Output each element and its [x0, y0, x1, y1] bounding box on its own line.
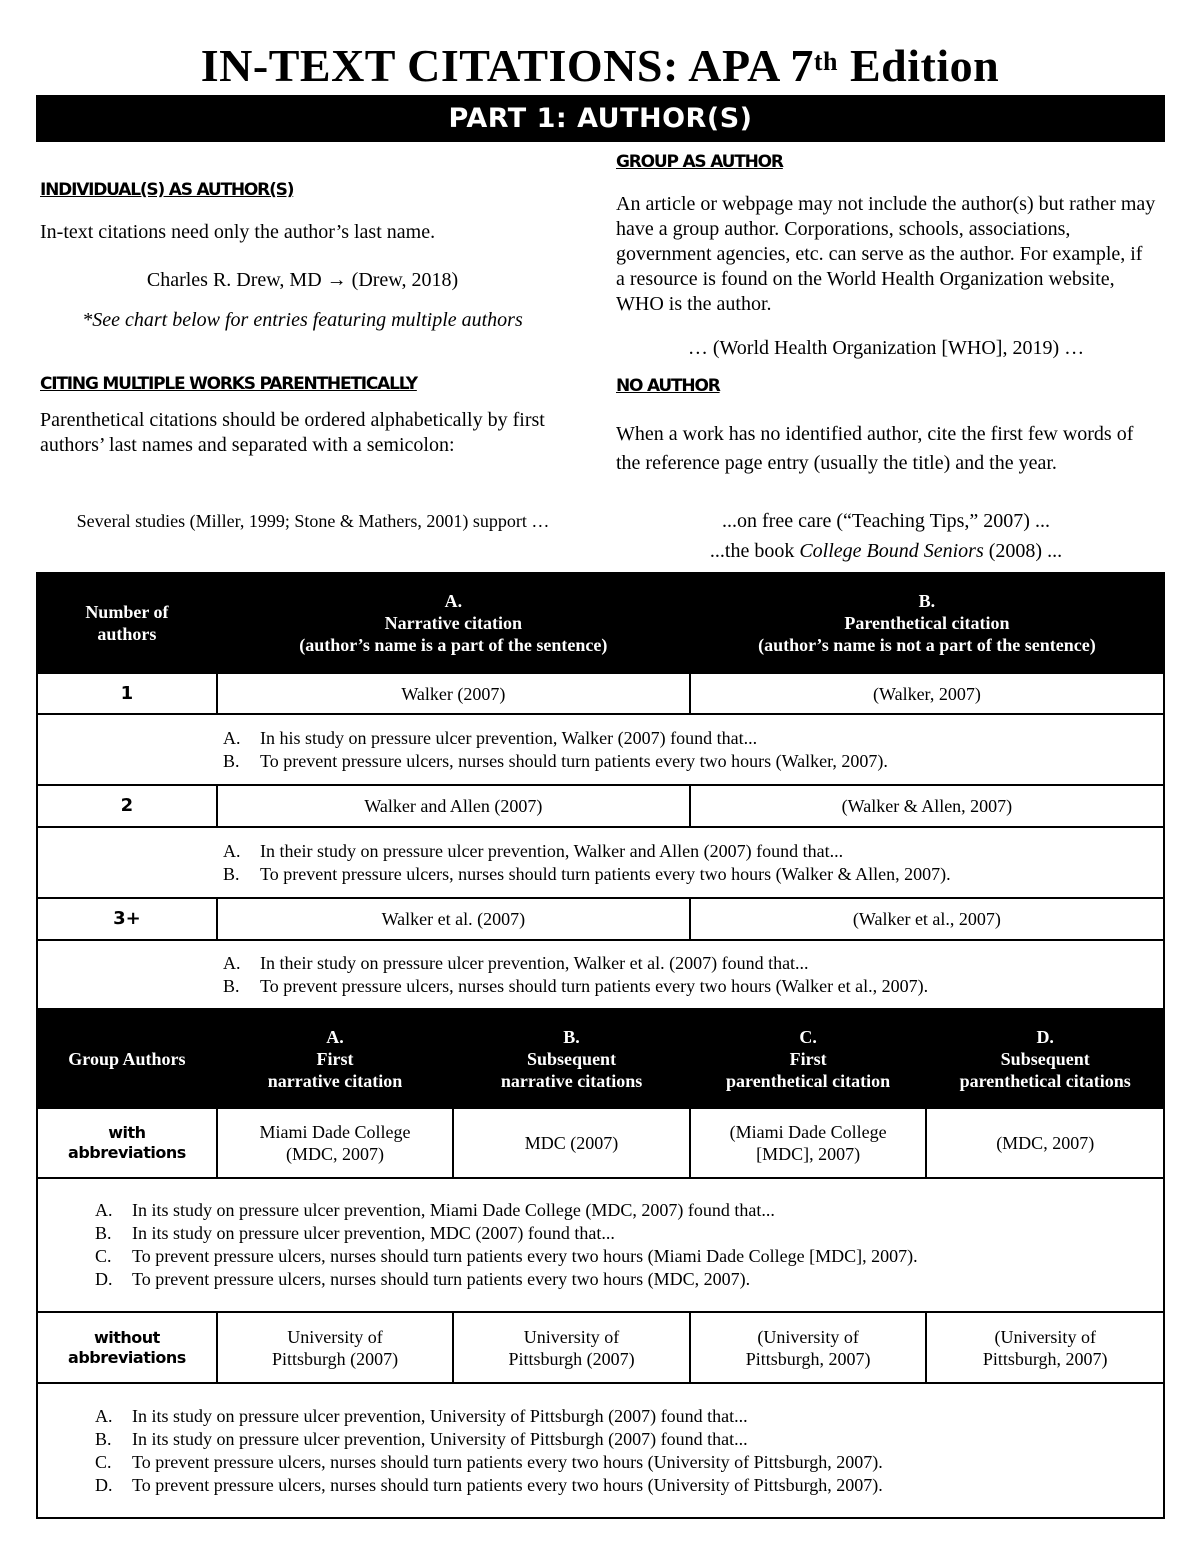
multiple-works-text: Parenthetical citations should be ordered alphabetically by first authors’ last names and separated with a semicolon:	[40, 409, 545, 456]
part1-banner: PART 1: AUTHOR(S)	[36, 95, 1165, 142]
table-row	[37, 898, 1164, 940]
without-abbreviations-label: without abbreviations	[37, 1312, 217, 1383]
subsequent-narrative-cell: MDC (2007)	[453, 1108, 690, 1178]
subsequent-parenthetical-cell: (MDC, 2007)	[926, 1108, 1164, 1178]
example-cell	[37, 1178, 1164, 1312]
group-authors-table	[36, 1008, 1165, 1519]
example-row	[37, 1178, 1164, 1312]
list-item: B. To prevent pressure ulcers, nurses should turn patients every two hours (Walker, 2007).	[223, 750, 888, 771]
example-cell	[37, 1383, 1164, 1518]
narrative-cell: Walker et al. (2007)	[217, 898, 690, 940]
example-cell	[37, 940, 1164, 1010]
author-count-table	[36, 572, 1165, 1011]
list-item: A. In its study on pressure ulcer prevention, Miami Dade College (MDC, 2007) found that...	[95, 1200, 775, 1220]
list-item: D. To prevent pressure ulcers, nurses should turn patients every two hours (MDC, 2007).	[95, 1269, 751, 1289]
no-author-heading: NO AUTHOR	[616, 376, 720, 396]
example-row	[37, 1383, 1164, 1518]
individual-authors-text: In-text citations need only the author’s last name.	[40, 221, 436, 243]
list-item: B. In its study on pressure ulcer prevention, MDC (2007) found that...	[95, 1223, 615, 1243]
header-number-of-authors: Number of authors	[37, 573, 217, 673]
narrative-cell: Walker and Allen (2007)	[217, 785, 690, 827]
list-item: C. To prevent pressure ulcers, nurses should turn patients every two hours (University of Pittsburgh, 2007).	[95, 1451, 883, 1472]
parenthetical-cell: (Walker & Allen, 2007)	[690, 785, 1164, 827]
first-parenthetical-cell: (Miami Dade College [MDC], 2007)	[690, 1108, 927, 1178]
list-item: A. In their study on pressure ulcer prevention, Walker and Allen (2007) found that...	[223, 840, 844, 861]
with-abbreviations-label: with abbreviations	[37, 1108, 217, 1178]
individual-authors-note: *See chart below for entries featuring multiple authors	[82, 309, 523, 331]
subsequent-parenthetical-cell: (University of Pittsburgh, 2007)	[926, 1312, 1164, 1383]
table-row	[37, 785, 1164, 827]
list-item: A. In his study on pressure ulcer prevention, Walker (2007) found that...	[223, 727, 758, 748]
list-item: A. In their study on pressure ulcer prevention, Walker et al. (2007) found that...	[223, 953, 809, 973]
header-first-parenthetical: C. First parenthetical citation	[690, 1009, 927, 1108]
table-row	[37, 673, 1164, 714]
list-item: A. In its study on pressure ulcer prevention, University of Pittsburgh (2007) found that...	[95, 1405, 748, 1426]
example-cell	[37, 714, 1164, 785]
author-count-cell: 3+	[37, 898, 217, 940]
first-parenthetical-cell: (University of Pittsburgh, 2007)	[690, 1312, 927, 1383]
table-row	[37, 1312, 1164, 1383]
example-row	[37, 940, 1164, 1010]
narrative-cell: Walker (2007)	[217, 673, 690, 714]
example-row	[37, 827, 1164, 898]
author-count-cell: 2	[37, 785, 217, 827]
header-subsequent-parenthetical: D. Subsequent parenthetical citations	[926, 1009, 1164, 1108]
first-narrative-cell: University of Pittsburgh (2007)	[217, 1312, 453, 1383]
individual-authors-heading: INDIVIDUAL(S) AS AUTHOR(S)	[40, 180, 294, 200]
first-narrative-cell: Miami Dade College (MDC, 2007)	[217, 1108, 453, 1178]
group-author-heading: GROUP AS AUTHOR	[616, 152, 783, 172]
no-author-example-2: ...the book College Bound Seniors (2008) ...	[709, 540, 1063, 562]
author-count-cell: 1	[37, 673, 217, 714]
parenthetical-cell: (Walker et al., 2007)	[690, 898, 1164, 940]
table-row	[37, 1108, 1164, 1178]
list-item: B. To prevent pressure ulcers, nurses should turn patients every two hours (Walker et al., 2007).	[223, 976, 929, 996]
group-author-example: … (World Health Organization [WHO], 2019) …	[687, 337, 1085, 359]
list-item: B. In its study on pressure ulcer prevention, University of Pittsburgh (2007) found that...	[95, 1428, 748, 1449]
header-parenthetical-citation: B. Parenthetical citation (author’s name is not a part of the sentence)	[690, 573, 1164, 673]
parenthetical-cell: (Walker, 2007)	[690, 673, 1164, 714]
header-narrative-citation: A. Narrative citation (author’s name is a part of the sentence)	[217, 573, 690, 673]
no-author-text: When a work has no identified author, cite the first few words of the reference page entry (usually the title) and the year.	[616, 423, 1134, 474]
header-first-narrative: A. First narrative citation	[217, 1009, 453, 1108]
example-row	[37, 714, 1164, 785]
header-group-authors: Group Authors	[37, 1009, 217, 1108]
page-title: IN-TEXT CITATIONS: APA 7th Edition	[200, 40, 1000, 91]
individual-authors-example: Charles R. Drew, MD → (Drew, 2018)	[146, 269, 459, 291]
list-item: D. To prevent pressure ulcers, nurses should turn patients every two hours (University of Pittsburgh, 2007).	[95, 1474, 883, 1495]
no-author-example-1: ...on free care (“Teaching Tips,” 2007) ...	[722, 510, 1050, 532]
subsequent-narrative-cell: University of Pittsburgh (2007)	[453, 1312, 690, 1383]
example-cell	[37, 827, 1164, 898]
list-item: B. To prevent pressure ulcers, nurses should turn patients every two hours (Walker & Allen, 2007).	[223, 863, 951, 884]
list-item: C. To prevent pressure ulcers, nurses should turn patients every two hours (Miami Dade College [MDC], 2007).	[95, 1246, 918, 1266]
multiple-works-heading: CITING MULTIPLE WORKS PARENTHETICALLY	[40, 374, 417, 394]
multiple-works-example: Several studies (Miller, 1999; Stone & Mathers, 2001) support …	[76, 511, 550, 531]
header-subsequent-narrative: B. Subsequent narrative citations	[453, 1009, 690, 1108]
group-author-text: An article or webpage may not include the author(s) but rather may have a group author. Corporations, schools, associations, government agencies, etc. can serve as the author. For example, if a resource is found on the World Health Organization website, WHO is the author.	[616, 193, 1156, 315]
